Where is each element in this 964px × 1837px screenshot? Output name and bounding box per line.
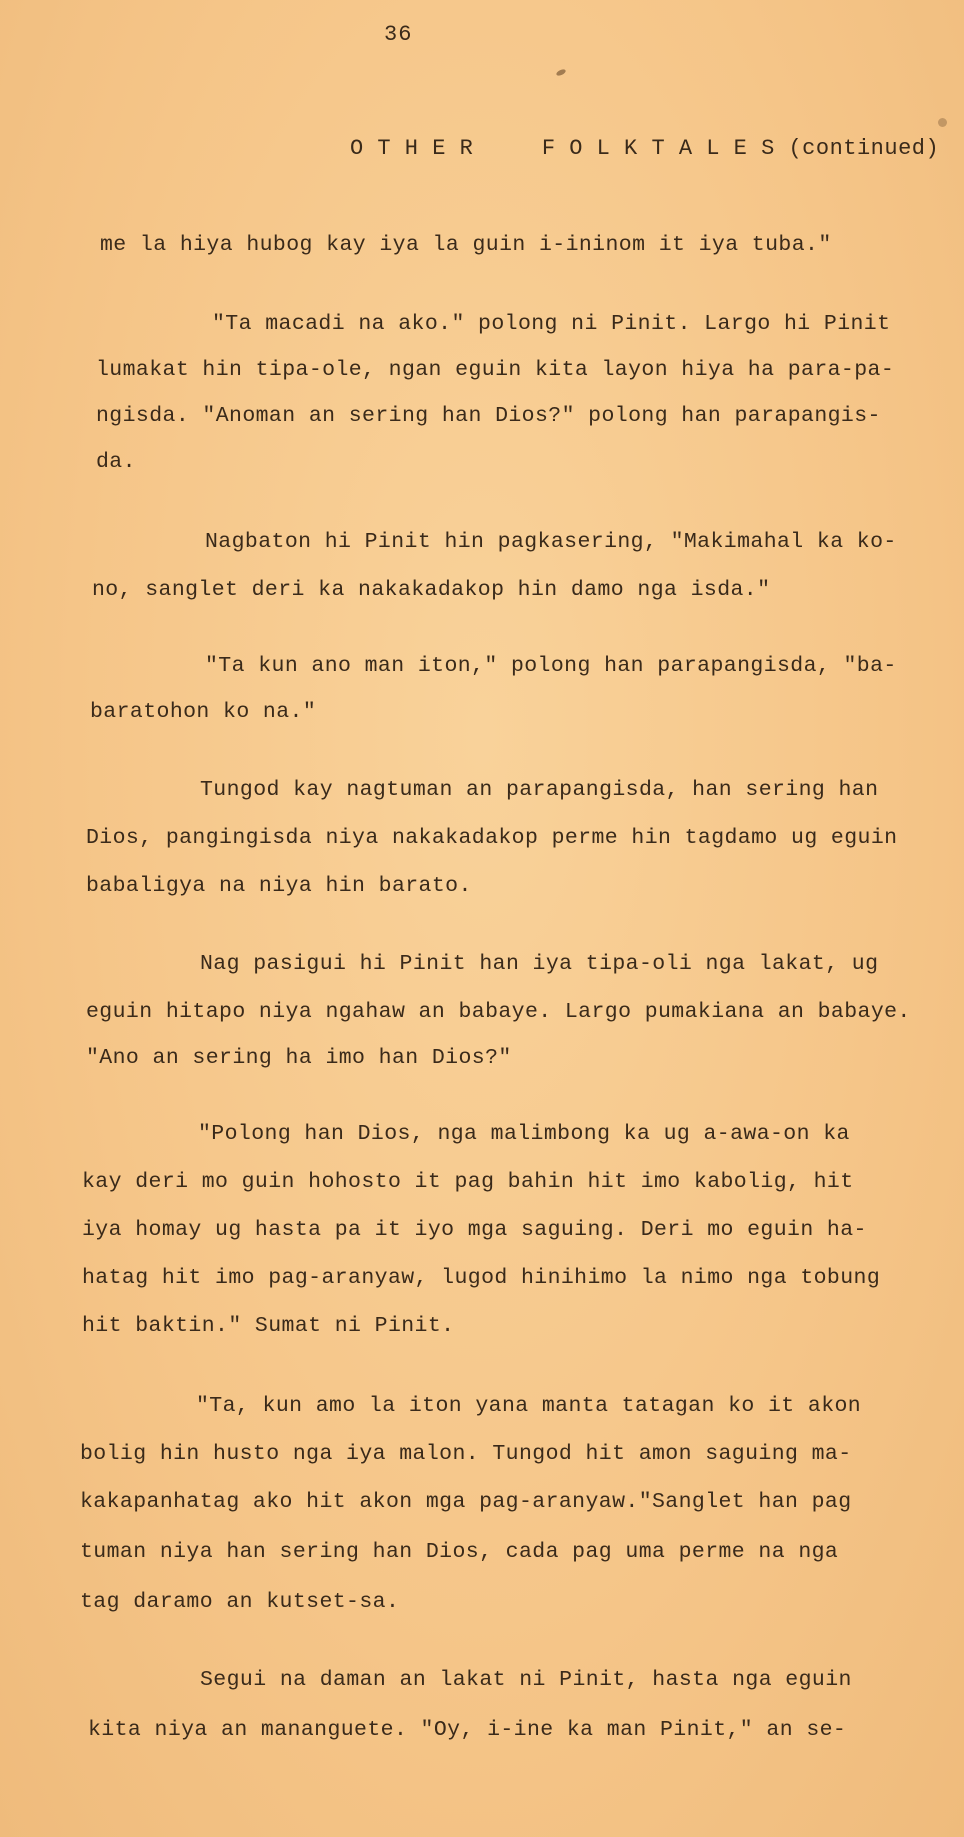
text-line: Dios, pangingisda niya nakakadakop perme hin tagdamo ug eguin — [86, 826, 898, 850]
text-line: baratohon ko na." — [90, 700, 317, 724]
text-line: hit baktin." Sumat ni Pinit. — [82, 1314, 455, 1338]
text-line: no, sanglet deri ka nakakadakop hin damo nga isda." — [92, 578, 771, 602]
text-line: "Ano an sering ha imo han Dios?" — [86, 1046, 512, 1070]
text-line: tuman niya han sering han Dios, cada pag uma perme na nga — [80, 1540, 839, 1564]
text-line: bolig hin husto nga iya malon. Tungod hit amon saguing ma- — [80, 1442, 852, 1466]
text-line: tag daramo an kutset-sa. — [80, 1590, 400, 1614]
text-line: kita niya an mananguete. "Oy, i-ine ka man Pinit," an se- — [88, 1718, 847, 1742]
ink-spot — [938, 118, 947, 127]
text-line: kay deri mo guin hohosto it pag bahin hit imo kabolig, hit — [82, 1170, 854, 1194]
section-header: O T H E R F O L K T A L E S (continued) — [350, 136, 940, 161]
text-line: "Ta macadi na ako." polong ni Pinit. Largo hi Pinit — [212, 312, 891, 336]
text-line: Tungod kay nagtuman an parapangisda, han sering han — [200, 778, 879, 802]
text-line: iya homay ug hasta pa it iyo mga saguing. Deri mo eguin ha- — [82, 1218, 867, 1242]
text-line: lumakat hin tipa-ole, ngan eguin kita layon hiya ha para-pa- — [96, 358, 895, 382]
text-line: Nag pasigui hi Pinit han iya tipa-oli nga lakat, ug — [200, 952, 879, 976]
text-line: kakapanhatag ako hit akon mga pag-aranyaw."Sanglet han pag — [80, 1490, 852, 1514]
text-line: da. — [96, 450, 136, 474]
text-line: hatag hit imo pag-aranyaw, lugod hinihimo la nimo nga tobung — [82, 1266, 881, 1290]
page-number: 36 — [384, 22, 413, 47]
text-line: Nagbaton hi Pinit hin pagkasering, "Makimahal ka ko- — [205, 530, 897, 554]
ink-mark — [555, 68, 566, 77]
text-line: eguin hitapo niya ngahaw an babaye. Largo pumakiana an babaye. — [86, 1000, 911, 1024]
text-line: me la hiya hubog kay iya la guin i-ininom it iya tuba." — [100, 233, 832, 257]
text-line: Segui na daman an lakat ni Pinit, hasta nga eguin — [200, 1668, 852, 1692]
text-line: ngisda. "Anoman an sering han Dios?" polong han parapangis- — [96, 404, 881, 428]
text-line: "Polong han Dios, nga malimbong ka ug a-awa-on ka — [198, 1122, 850, 1146]
text-line: "Ta, kun amo la iton yana manta tatagan ko it akon — [196, 1394, 862, 1418]
text-line: babaligya na niya hin barato. — [86, 874, 472, 898]
text-line: "Ta kun ano man iton," polong han parapangisda, "ba- — [205, 654, 897, 678]
